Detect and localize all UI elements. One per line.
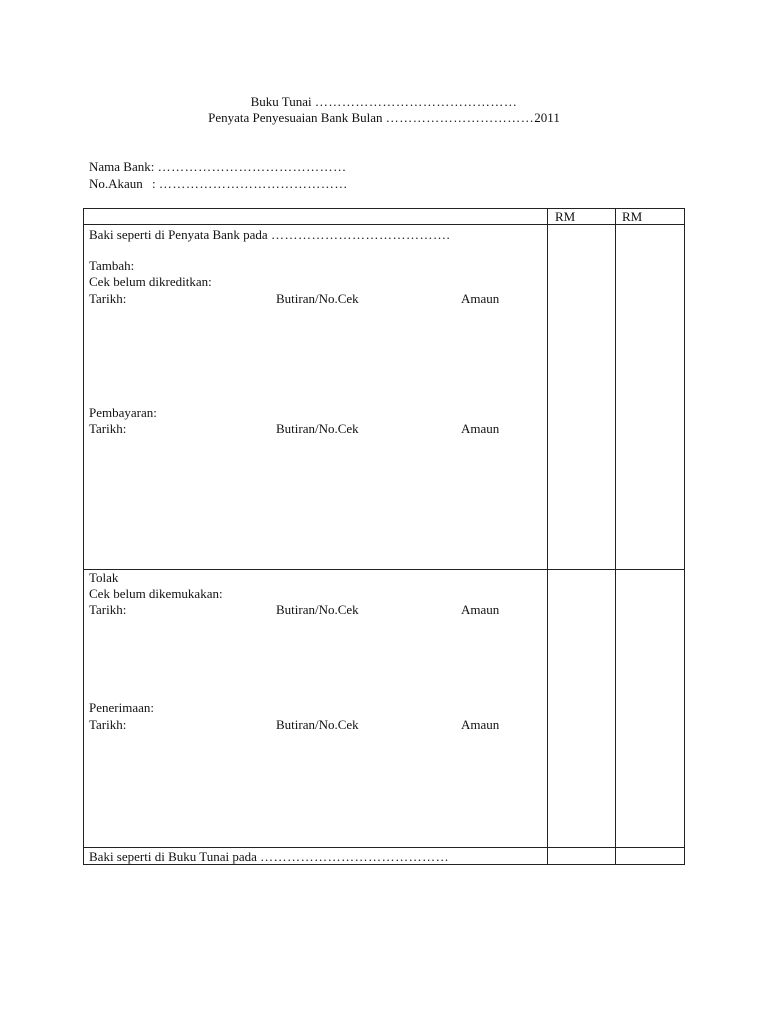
receipts-heading: Penerimaan:: [89, 700, 154, 715]
document-title: [0, 94, 768, 109]
less-col-amount: Amaun: [461, 602, 500, 617]
header-row-divider: [83, 224, 685, 225]
payments-heading: Pembayaran:: [89, 405, 157, 420]
closing-balance-date-blank: ……………………………………: [260, 849, 450, 864]
add-subheading: Cek belum dikreditkan:: [89, 274, 212, 289]
subtitle-label: Penyata Penyesuaian Bank Bulan: [208, 110, 383, 125]
col-header-rm-1: RM: [555, 209, 576, 224]
closing-balance-line: [89, 849, 449, 864]
reconciliation-table: [83, 208, 685, 865]
add-col-amount: Amaun: [461, 291, 500, 306]
section-divider: [83, 569, 685, 570]
account-no-label: No.Akaun: [89, 176, 143, 191]
opening-balance-label: Baki seperti di Penyata Bank pada: [89, 227, 268, 242]
subtitle-month-blank: ……………………………: [385, 110, 535, 125]
account-no-blank: ……………………………………: [158, 176, 348, 191]
title-blank: ………………………………………: [314, 94, 518, 109]
opening-balance-date-blank: ………………………………….: [270, 227, 451, 242]
less-heading: Tolak: [89, 570, 119, 585]
subtitle-year: 2011: [534, 110, 560, 125]
bank-name-label: Nama Bank:: [89, 159, 155, 174]
document-subtitle: [0, 110, 768, 125]
col-header-rm-2: RM: [622, 209, 643, 224]
less-subheading: Cek belum dikemukakan:: [89, 586, 223, 601]
receipts-col-amount: Amaun: [461, 717, 500, 732]
add-col-detail: Butiran/No.Cek: [276, 291, 359, 306]
receipts-col-detail: Butiran/No.Cek: [276, 717, 359, 732]
payments-col-detail: Butiran/No.Cek: [276, 421, 359, 436]
payments-col-date: Tarikh:: [89, 421, 127, 436]
payments-col-amount: Amaun: [461, 421, 500, 436]
less-col-date: Tarikh:: [89, 602, 127, 617]
opening-balance-line: [89, 227, 450, 242]
account-no-line: [89, 176, 348, 191]
less-col-detail: Butiran/No.Cek: [276, 602, 359, 617]
add-heading: Tambah:: [89, 258, 135, 273]
add-col-date: Tarikh:: [89, 291, 127, 306]
column-divider-1: [547, 208, 548, 865]
bank-name-blank: ……………………………………: [157, 159, 347, 174]
bank-name-line: [89, 159, 347, 174]
title-label: Buku Tunai: [250, 94, 312, 109]
account-no-separator: :: [152, 176, 156, 191]
column-divider-2: [615, 208, 616, 865]
closing-row-divider: [83, 847, 685, 848]
receipts-col-date: Tarikh:: [89, 717, 127, 732]
closing-balance-label: Baki seperti di Buku Tunai pada: [89, 849, 257, 864]
